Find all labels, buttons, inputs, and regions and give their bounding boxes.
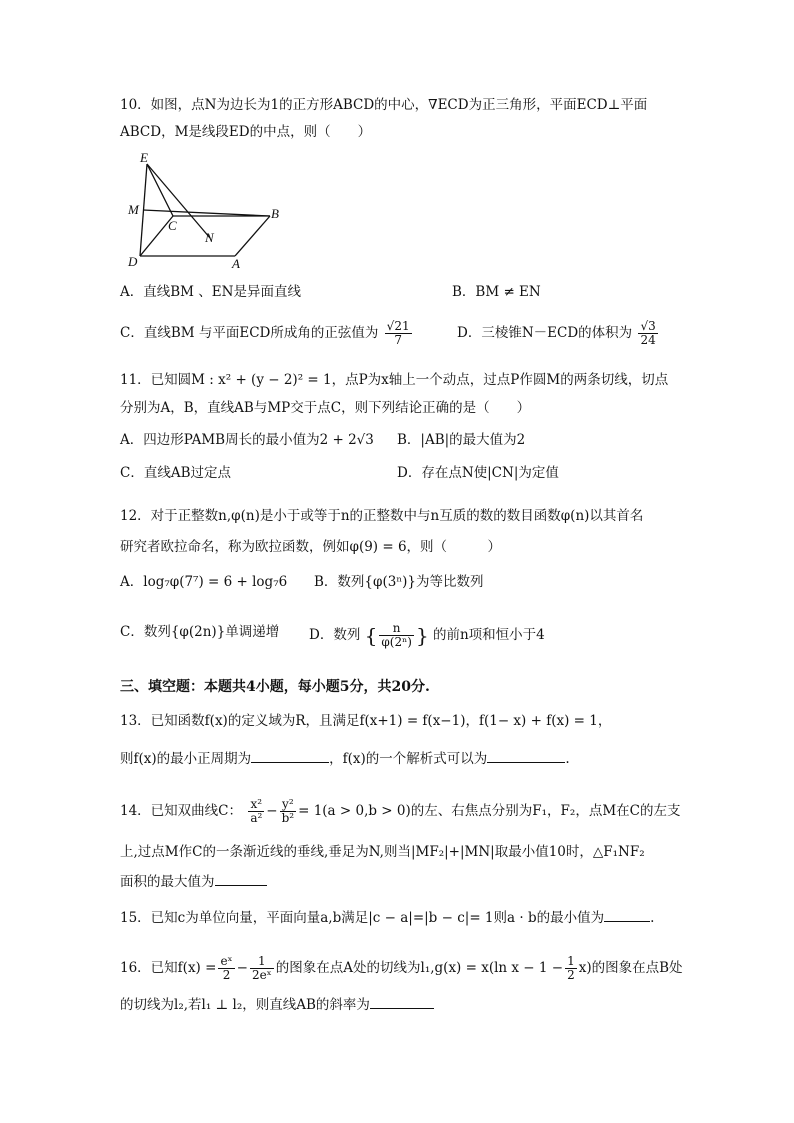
q15-text: 15．已知c为单位向量，平面向量a,b满足|c − a|=|b − c|= 1则a · b的最小值为: [120, 910, 605, 926]
q13-line2: [120, 749, 570, 769]
frac-numerator: 1: [567, 954, 575, 968]
q13-answer-blank-2[interactable]: [487, 750, 565, 763]
frac-denominator: 2: [222, 968, 231, 982]
label-N: N: [205, 230, 214, 245]
section-3-heading: 三、填空题：本题共4小题，每小题5分，共20分.: [120, 679, 430, 695]
q11-option-b: B．|AB|的最大值为2: [397, 432, 526, 448]
brace-right: }: [415, 623, 429, 648]
q14-line3-text: 面积的最大值为: [120, 874, 215, 890]
q16-fraction-2: [250, 955, 274, 982]
q15-end: .: [650, 910, 655, 926]
label-E: E: [140, 150, 148, 165]
q13-line1: 13．已知函数f(x)的定义域为R，且满足f(x+1) = f(x−1)，f(1− x) + f(x) = 1，: [120, 713, 612, 729]
q10-option-c: [120, 320, 414, 347]
frac-numerator: x²: [248, 798, 264, 812]
q12-option-d-text: D．数列: [309, 627, 361, 643]
q16-text-post: x)的图象在点B处: [578, 960, 683, 976]
q16-fraction-3: [565, 955, 577, 982]
frac-denominator: b²: [281, 811, 295, 825]
q14-line2: 上,过点M作C的一条渐近线的垂线,垂足为N,则当|MF₂|+|MN|取最小值10时，△F₁NF₂: [120, 844, 645, 860]
q14-text-pre: 14．已知双曲线C：: [120, 803, 243, 819]
edge-AB: [235, 216, 270, 256]
q10-line1: 10．如图，点N为边长为1的正方形ABCD的中心，∇ECD为正三角形，平面ECD⊥平面: [120, 97, 648, 113]
frac-numerator: eˣ: [220, 954, 233, 968]
q10-option-b: B．BM ≠ EN: [452, 284, 541, 300]
frac-denominator: 2eˣ: [251, 968, 272, 982]
q11-option-d: D．存在点N使|CN|为定值: [397, 465, 559, 481]
q15-line: [120, 908, 654, 928]
q13-text-a: 则f(x)的最小正周期为: [120, 751, 252, 767]
frac-numerator: √21: [386, 319, 410, 333]
q11-line2: 分别为A，B，直线AB与MP交于点C，则下列结论正确的是（ ）: [120, 400, 531, 416]
q12-option-d: [309, 622, 545, 649]
q12-option-b: B．数列{φ(3ⁿ)}为等比数列: [314, 574, 484, 590]
q10-geometry-figure: [125, 150, 300, 275]
q12-line2: 研究者欧拉命名，称为欧拉函数，例如φ(9) = 6，则（ ）: [120, 539, 502, 555]
q14-line3: [120, 872, 267, 892]
frac-numerator: √3: [640, 319, 656, 333]
q10-option-c-fraction: [385, 320, 412, 347]
q16-minus: −: [236, 960, 248, 976]
q16-answer-blank[interactable]: [370, 996, 434, 1009]
edge-EN: [147, 164, 210, 238]
q13-text-b: ，f(x)的一个解析式可以为: [329, 751, 488, 767]
q10-option-d: [457, 320, 660, 347]
q15-answer-blank[interactable]: [604, 909, 650, 922]
label-A: A: [232, 256, 240, 271]
q14-answer-blank[interactable]: [215, 873, 267, 886]
q14-line1: [120, 798, 680, 825]
frac-denominator: a²: [250, 811, 263, 825]
frac-denominator: 7: [394, 333, 402, 347]
label-C: C: [168, 218, 177, 233]
q12-option-d-suffix: 的前n项和恒小于4: [432, 627, 545, 643]
q14-fraction-y: [280, 798, 297, 825]
q10-option-a: A．直线BM 、EN是异面直线: [120, 284, 301, 300]
q14-fraction-x: [248, 798, 264, 825]
q16-line2: [120, 995, 434, 1015]
frac-numerator: n: [379, 622, 414, 636]
q11-option-c: C．直线AB过定点: [120, 465, 231, 481]
frac-denominator: 24: [640, 333, 656, 347]
q10-option-d-text: D．三棱锥N－ECD的体积为: [457, 325, 633, 341]
q12-line1: 12．对于正整数n,φ(n)是小于或等于n的正整数中与n互质的数的数目函数φ(n)以其首名: [120, 508, 644, 524]
q16-text-mid: 的图象在点A处的切线为l₁,g(x) = x(ln x − 1 −: [275, 960, 564, 976]
q14-text-post: = 1(a > 0,b > 0)的左、右焦点分别为F₁，F₂，点M在C的左支: [298, 803, 681, 819]
q12-option-d-fraction: [379, 622, 414, 649]
q16-line2-text: 的切线为l₂,若l₁ ⊥ l₂，则直线AB的斜率为: [120, 997, 370, 1013]
q10-option-c-text: C．直线BM 与平面ECD所成角的正弦值为: [120, 325, 379, 341]
label-B: B: [271, 206, 279, 221]
edge-MB: [143, 210, 270, 216]
brace-left: {: [364, 623, 378, 648]
q11-line1: 11．已知圆M : x² + (y − 2)² = 1，点P为x轴上一个动点，过点P作圆M的两条切线，切点: [120, 372, 669, 388]
frac-numerator: 1: [250, 955, 274, 969]
q16-line1: [120, 955, 683, 982]
q12-option-a: A．log₇φ(7⁷) = 6 + log₇6: [120, 574, 288, 590]
label-M: M: [128, 202, 139, 217]
q16-text-pre: 16．已知f(x) =: [120, 960, 217, 976]
q13-answer-blank-1[interactable]: [251, 750, 329, 763]
q16-fraction-1: [218, 955, 234, 982]
frac-denominator: φ(2ⁿ): [381, 635, 412, 649]
q12-option-c: C．数列{φ(2n)}单调递增: [120, 624, 280, 640]
label-D: D: [128, 254, 138, 269]
q11-option-a: A．四边形PAMB周长的最小值为2 + 2√3: [120, 432, 374, 448]
q14-minus: −: [266, 803, 278, 819]
frac-denominator: 2: [567, 968, 575, 982]
frac-numerator: y²: [280, 798, 297, 812]
q13-text-c: .: [565, 751, 570, 767]
q10-line2: ABCD，M是线段ED的中点，则（ ）: [120, 124, 372, 140]
q10-option-d-fraction: [638, 320, 657, 347]
